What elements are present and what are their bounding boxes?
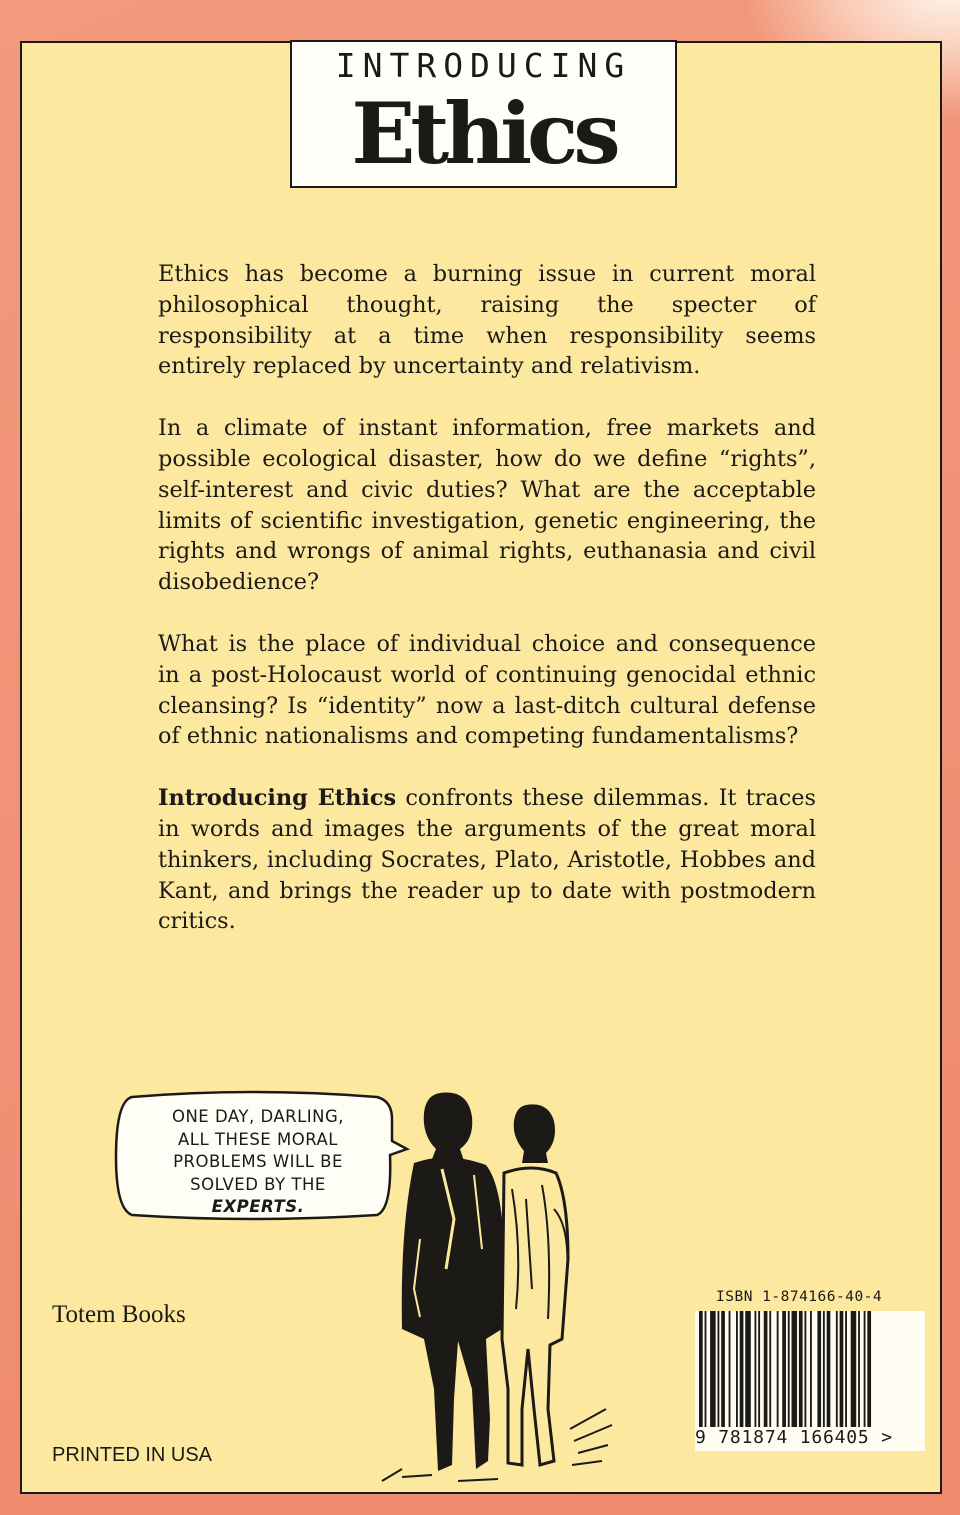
speech-line-4: SOLVED BY THE (190, 1174, 326, 1194)
publisher-name: Totem Books (52, 1301, 186, 1328)
barcode-bar (845, 1311, 847, 1427)
barcode-bar (867, 1311, 871, 1427)
barcode-bar (788, 1311, 790, 1427)
barcode-bar (840, 1311, 844, 1427)
speech-line-3: PROBLEMS WILL BE (173, 1152, 343, 1171)
barcode-bar (864, 1311, 866, 1427)
barcode-bar (755, 1311, 757, 1427)
barcode-bar (721, 1311, 725, 1427)
barcode-bar (810, 1311, 812, 1427)
barcode-bar (777, 1311, 779, 1427)
barcode (695, 1311, 925, 1451)
blurb-title-mention: Introducing Ethics (158, 785, 397, 812)
blurb-paragraph-4-text: confronts these dilemmas. It traces in words and images the arguments of the great moral thinkers, including Socrates, Plato, Aristotle, Hobbes and Kant, and brings the reader up to date with postmodern critics. (158, 785, 816, 935)
barcode-bar (836, 1311, 838, 1427)
barcode-bar (745, 1311, 751, 1427)
blurb-paragraph-4 (158, 783, 816, 937)
barcode-bar (769, 1311, 771, 1427)
title-box (290, 40, 677, 188)
speech-text (140, 1106, 376, 1219)
barcode-bar (718, 1311, 720, 1427)
barcode-bar (817, 1311, 821, 1427)
barcode-bar (823, 1311, 825, 1427)
speech-line-2: ALL THESE MORAL (178, 1129, 338, 1149)
woman-figure (502, 1104, 568, 1465)
series-kicker: INTRODUCING (335, 46, 632, 85)
barcode-bar (736, 1311, 738, 1427)
barcode-bar (858, 1311, 860, 1427)
barcode-bar (792, 1311, 798, 1427)
barcode-number: 9 781874 166405 > (695, 1427, 893, 1448)
blurb-paragraph-1: Ethics has become a burning issue in current moral philosophical thought, raising the specter of responsibility at a time when responsibility seems entirely replaced by uncertainty and relativism. (158, 261, 816, 380)
barcode-bar (705, 1311, 707, 1427)
barcode-bar (799, 1311, 803, 1427)
blurb-paragraph-2: In a climate of instant information, free markets and possible ecological disaster, how do we define “rights”, self-interest and civic duties? What are the acceptable limits of scientific investigation, genetic engineering, the rights and wrongs of animal rights, euthanasia and civil disobedience? (158, 415, 816, 596)
barcode-bars (695, 1311, 925, 1427)
back-cover-panel (20, 41, 942, 1494)
isbn-label: ISBN 1-874166-40-4 (716, 1289, 883, 1305)
barcode-bar (758, 1311, 760, 1427)
book-title: Ethics (351, 84, 616, 183)
barcode-bar (764, 1311, 768, 1427)
blurb (158, 259, 816, 968)
barcode-bar (729, 1311, 731, 1427)
printed-in: PRINTED IN USA (52, 1444, 213, 1466)
ground-scribbles (382, 1409, 612, 1481)
barcode-bar (851, 1311, 857, 1427)
barcode-bar (782, 1311, 786, 1427)
barcode-bar (710, 1311, 716, 1427)
blurb-paragraph-3: What is the place of individual choice and consequence in a post-Holocaust world of continuing genocidal ethnic cleansing? Is “identity” now a last-ditch cultural defense of ethnic nationalisms and competing fundamentalisms? (158, 630, 816, 750)
speech-line-1: ONE DAY, DARLING, (171, 1107, 345, 1126)
barcode-bar (699, 1311, 703, 1427)
barcode-bar (827, 1311, 831, 1427)
man-figure (402, 1093, 504, 1472)
speech-emphasis: EXPERTS. (211, 1197, 305, 1216)
cartoon-illustration (102, 1089, 642, 1489)
barcode-bar (804, 1311, 806, 1427)
barcode-bar (740, 1311, 744, 1427)
